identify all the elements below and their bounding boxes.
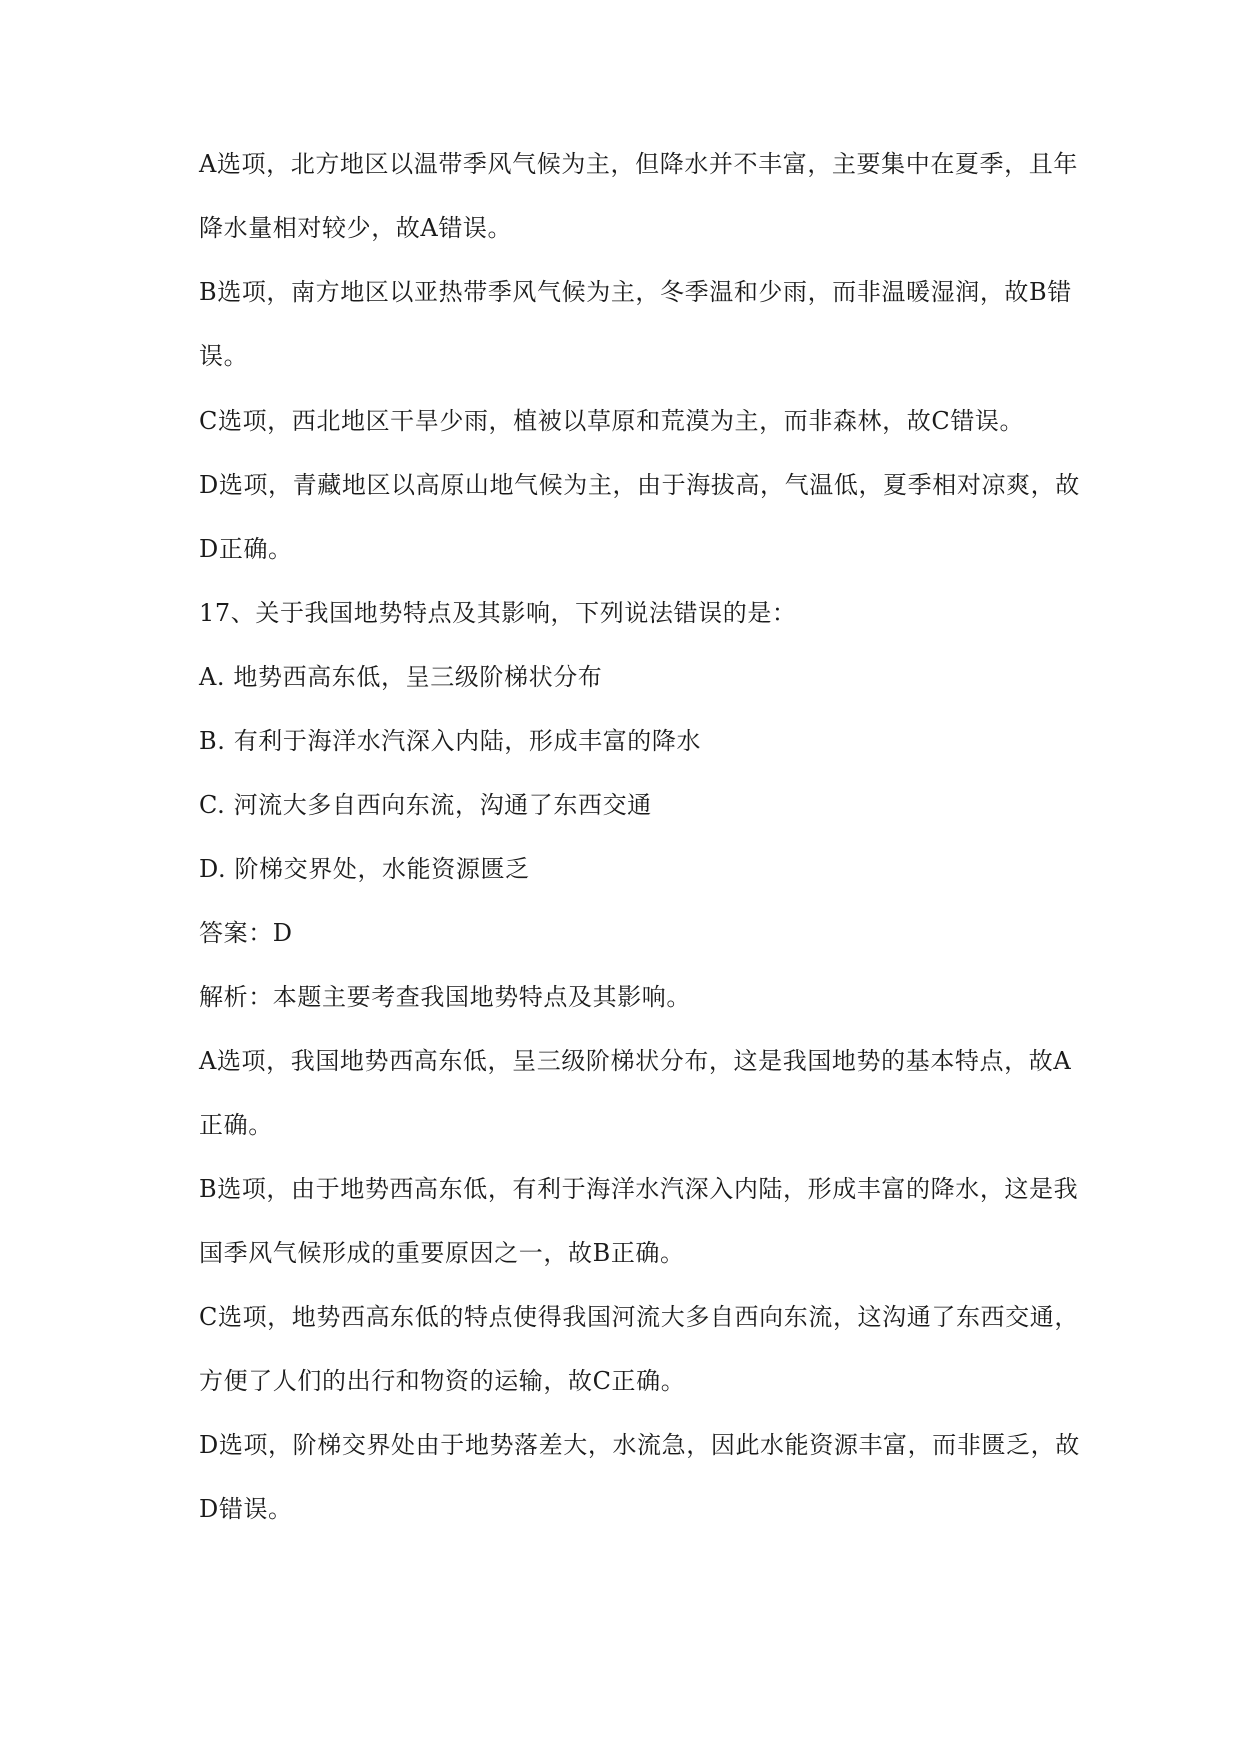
paragraph-line: D选项，阶梯交界处由于地势落差大，水流急，因此水能资源丰富，而非匮乏，故 xyxy=(199,1431,1080,1459)
option-a: A. 地势西高东低，呈三级阶梯状分布 xyxy=(199,663,603,691)
option-b: B. 有利于海洋水汽深入内陆，形成丰富的降水 xyxy=(199,727,702,755)
paragraph-line: B选项，由于地势西高东低，有利于海洋水汽深入内陆，形成丰富的降水，这是我 xyxy=(199,1175,1079,1203)
option-c: C. 河流大多自西向东流，沟通了东西交通 xyxy=(199,791,652,819)
paragraph-line: 误。 xyxy=(199,342,249,370)
paragraph-line: 降水量相对较少，故A错误。 xyxy=(199,214,513,242)
analysis-heading: 解析：本题主要考查我国地势特点及其影响。 xyxy=(199,983,691,1011)
paragraph-line: C选项，西北地区干旱少雨，植被以草原和荒漠为主，而非森林，故C错误。 xyxy=(199,407,1025,435)
paragraph-line: A选项，我国地势西高东低，呈三级阶梯状分布，这是我国地势的基本特点，故A xyxy=(199,1047,1072,1075)
question-title: 17、关于我国地势特点及其影响，下列说法错误的是： xyxy=(199,599,797,627)
paragraph-line: A选项，北方地区以温带季风气候为主，但降水并不丰富，主要集中在夏季，且年 xyxy=(199,150,1078,178)
answer-line: 答案：D xyxy=(199,919,293,947)
paragraph-line: D选项，青藏地区以高原山地气候为主，由于海拔高，气温低，夏季相对凉爽，故 xyxy=(199,471,1080,499)
paragraph-line: 国季风气候形成的重要原因之一，故B正确。 xyxy=(199,1239,685,1267)
paragraph-line: C选项，地势西高东低的特点使得我国河流大多自西向东流，这沟通了东西交通， xyxy=(199,1303,1079,1331)
paragraph-line: 方便了人们的出行和物资的运输，故C正确。 xyxy=(199,1367,686,1395)
paragraph-line: 正确。 xyxy=(199,1111,273,1139)
paragraph-line: D正确。 xyxy=(199,535,293,563)
paragraph-line: D错误。 xyxy=(199,1495,293,1523)
paragraph-line: B选项，南方地区以亚热带季风气候为主，冬季温和少雨，而非温暖湿润，故B错 xyxy=(199,278,1072,306)
option-d: D. 阶梯交界处，水能资源匮乏 xyxy=(199,855,530,883)
